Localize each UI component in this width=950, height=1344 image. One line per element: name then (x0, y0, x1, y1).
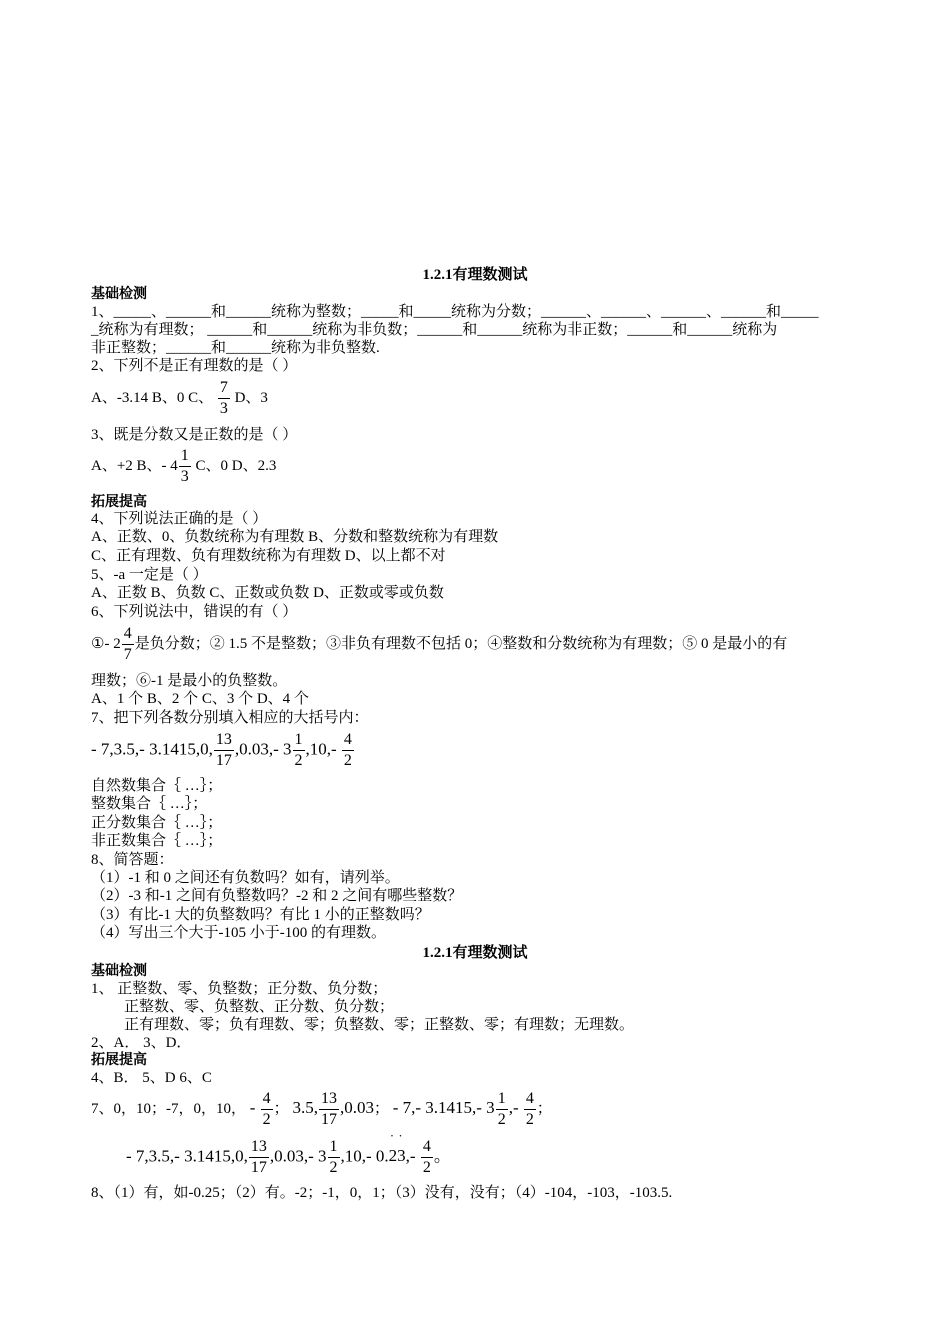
q5-options: A、正数 B、负数 C、正数或负数 D、正数或零或负数 (91, 585, 444, 601)
answer-7-fraction-c-denominator: 2 (497, 1111, 506, 1128)
answer-7-prefix: 7、0，10；-7，0，10， (91, 1100, 246, 1117)
answer-7b-repeating-digit-2: ˙ 3 (397, 1146, 406, 1165)
q4-stem: 4、下列说法正确的是（ ） (91, 511, 268, 527)
answer-7-separator-3: ； (536, 1100, 552, 1117)
answer-7-positive-fractions-a: 3.5, (292, 1097, 318, 1117)
q7-fraction-1-denominator: 17 (215, 752, 232, 769)
answer-7-fraction-a-numerator: 4 (261, 1089, 273, 1110)
q7-expr-3: ,10,- (305, 739, 341, 759)
q7-fraction-3-denominator: 2 (343, 752, 352, 769)
answer-1-line3: 正有理数、零；负有理数、零；负整数、零；正整数、零；有理数；无理数。 (124, 1017, 635, 1033)
answer-7-line2 (126, 1137, 451, 1178)
answer-7-fraction-d (524, 1089, 536, 1130)
answer-7b-expr-2: ,0.03,- 3 (269, 1146, 327, 1166)
answer-7b-fraction-1-denominator: 17 (250, 1159, 267, 1176)
answer-7-fraction-c (496, 1089, 508, 1130)
q2-fraction-denominator: 3 (219, 400, 228, 417)
q6-fraction-numerator: 4 (122, 624, 134, 645)
q4-option-line1: A、正数、0、负数统称为有理数 B、分数和整数统称为有理数 (91, 529, 499, 545)
q6-post: 是负分数；② 1.5 不是整数；③非负有理数不包括 0；④整数和分数统称为有理数；⑤ 0 是最小的有 (134, 635, 788, 652)
answer-7-separator-1: ； (273, 1100, 289, 1117)
q6-fraction (122, 624, 134, 665)
q7-set-nonpositive: 非正数集合｛ …｝； (91, 833, 223, 849)
answer-7-fraction-d-numerator: 4 (524, 1089, 536, 1110)
q7-stem: 7、把下列各数分别填入相应的大括号内： (91, 710, 369, 726)
q7-fraction-2 (293, 730, 305, 771)
answer-7b-fraction-3-numerator: 4 (421, 1137, 433, 1158)
q5-stem: 5、-a 一定是（ ） (91, 567, 208, 583)
answer-7b-expr-1: - 7,3.5,- 3.1415,0, (126, 1146, 248, 1166)
q2-stem: 2、下列不是正有理数的是（ ） (91, 358, 298, 374)
answer-7-line1 (91, 1089, 552, 1130)
q3-fraction-denominator: 3 (180, 468, 189, 485)
answer-7b-fraction-2-numerator: 1 (328, 1137, 340, 1158)
q6-stem: 6、下列说法中，错误的有（ ） (91, 604, 298, 620)
q3-options-b: C、0 D、2.3 (195, 457, 277, 474)
q7-expr-1: - 7,3.5,- 3.1415,0, (91, 739, 213, 759)
answer-7-fraction-c-numerator: 1 (496, 1089, 508, 1110)
q6-statements (91, 624, 787, 665)
q6-options: A、1 个 B、2 个 C、3 个 D、4 个 (91, 691, 309, 707)
answer-7b-fraction-1 (249, 1137, 269, 1178)
answer-7-fraction-a (261, 1089, 273, 1130)
answer-7b-expr-3: ,10,- 0. (340, 1146, 389, 1166)
q8-part4: （4）写出三个大于-105 小于-100 的有理数。 (91, 925, 386, 941)
answer-7-fraction-b (319, 1089, 339, 1130)
q8-part3: （3）有比-1 大的负整数吗？有比 1 小的正整数吗？ (91, 907, 430, 923)
section-heading-basic: 基础检测 (91, 286, 147, 302)
answer-2-3: 2、A． 3、D． (91, 1035, 192, 1051)
page-title: 1.2.1有理数测试 (422, 267, 528, 283)
answer-7b-expr-4: ,- (405, 1146, 420, 1166)
q6-line2: 理数；⑥-1 是最小的负整数。 (91, 673, 288, 689)
answer-heading-ext: 拓展提高 (91, 1052, 147, 1068)
q7-fraction-1 (214, 730, 234, 771)
answer-7-fraction-d-denominator: 2 (525, 1111, 534, 1128)
answer-7b-end: 。 (433, 1146, 451, 1166)
answer-1-line2: 正整数、零、负整数、正分数、负分数； (124, 999, 395, 1015)
q2-fraction-numerator: 7 (218, 378, 230, 399)
q3-stem: 3、既是分数又是正数的是（ ） (91, 427, 298, 443)
q2-options-b: D、3 (234, 389, 268, 406)
section-heading-ext: 拓展提高 (91, 494, 147, 510)
q1-line2: _统称为有理数； ______和______统称为非负数；______和______统称为非正数；______和______统称为 (91, 322, 778, 338)
q2-options-a: A、-3.14 B、0 C、 (91, 389, 214, 406)
answer-7-positive-fractions-b: ,0.03 (339, 1097, 374, 1117)
answer-7-fraction-b-numerator: 13 (319, 1089, 339, 1110)
answer-1-line1: 1、 正整数、零、负整数；正分数、负分数； (91, 981, 388, 997)
q8-stem: 8、简答题： (91, 852, 174, 868)
q3-fraction-numerator: 1 (179, 446, 191, 467)
answer-7-neg-sign: - (249, 1097, 260, 1117)
q7-fraction-3 (342, 730, 354, 771)
q3-options (91, 446, 276, 487)
q7-fraction-1-numerator: 13 (214, 730, 234, 751)
answer-8: 8、（1）有，如-0.25；（2）有。-2；-1，0，1；（3）没有，没有；（4）-104，-103，-103.5. (91, 1185, 673, 1201)
q4-option-line2: C、正有理数、负有理数统称为有理数 D、以上都不对 (91, 548, 446, 564)
answer-7b-fraction-2-denominator: 2 (329, 1159, 338, 1176)
answer-7b-fraction-2 (328, 1137, 340, 1178)
q6-fraction-denominator: 7 (123, 646, 132, 663)
q7-set-natural: 自然数集合｛ …｝； (91, 778, 223, 794)
q6-pre: ①- 2 (91, 635, 121, 652)
answer-7-nonpositive-b: ,- (508, 1097, 523, 1117)
q7-expr-2: ,0.03,- 3 (234, 739, 292, 759)
q2-fraction (218, 378, 230, 419)
q7-fraction-2-numerator: 1 (293, 730, 305, 751)
answer-7-fraction-a-denominator: 2 (262, 1111, 271, 1128)
q1-line1: 1、_____、______和______统称为整数；_____和_____统称为分数；______、______、______、______和_____ (91, 304, 819, 320)
q7-set-integer: 整数集合｛ …｝； (91, 796, 208, 812)
q3-options-a: A、+2 B、- 4 (91, 457, 178, 474)
q7-fraction-2-denominator: 2 (294, 752, 303, 769)
q8-part1: （1）-1 和 0 之间还有负数吗？如有，请列举。 (91, 870, 400, 886)
answer-7-separator-2: ； (373, 1100, 389, 1117)
q7-fraction-3-numerator: 4 (342, 730, 354, 751)
q7-set-positive-fraction: 正分数集合｛ …｝； (91, 815, 223, 831)
answer-7-fraction-b-denominator: 17 (320, 1111, 337, 1128)
answer-7b-fraction-1-numerator: 13 (249, 1137, 269, 1158)
answer-7b-fraction-3 (421, 1137, 433, 1178)
q3-fraction (179, 446, 191, 487)
answer-7b-repeating-digit-1: ˙ 2 (389, 1146, 398, 1165)
answer-title: 1.2.1有理数测试 (422, 945, 528, 961)
answer-7-nonpositive-a: - 7,- 3.1415,- 3 (392, 1097, 495, 1117)
q8-part2: （2）-3 和-1 之间有负整数吗？-2 和 2 之间有哪些整数？ (91, 888, 463, 904)
q2-options (91, 378, 268, 419)
answer-4-6: 4、B． 5、D 6、C (91, 1070, 212, 1086)
answer-7b-fraction-3-denominator: 2 (422, 1159, 431, 1176)
q7-number-list (91, 730, 355, 771)
answer-heading-basic: 基础检测 (91, 963, 147, 979)
q1-line3: 非正整数；______和______统称为非负整数. (91, 340, 380, 356)
